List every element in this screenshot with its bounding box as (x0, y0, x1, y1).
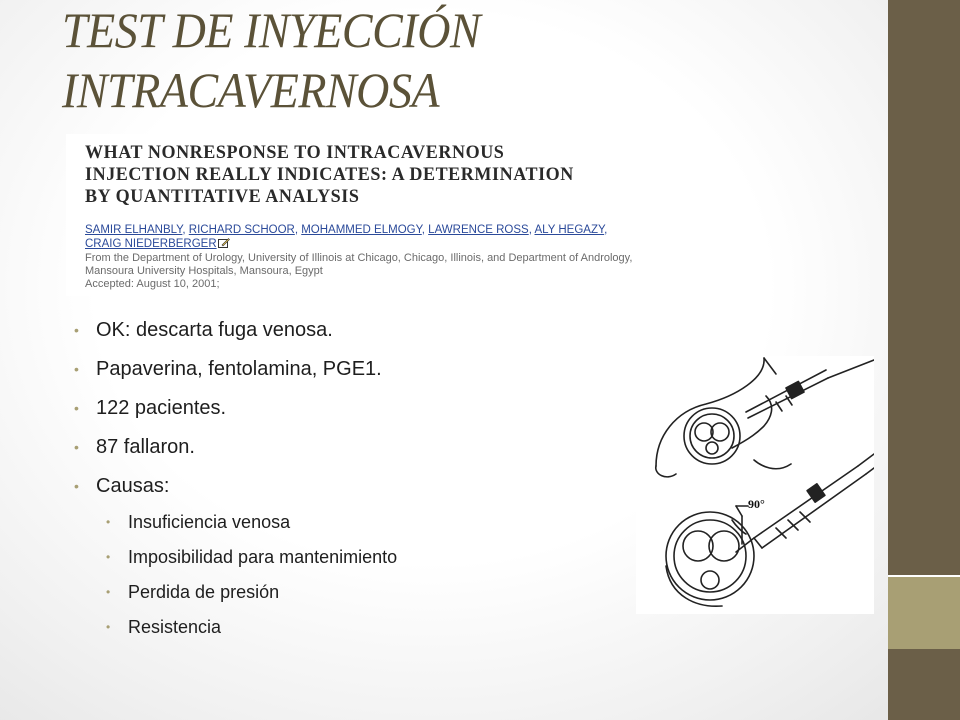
article-affiliation (85, 252, 725, 291)
article-title-line: BY QUANTITATIVE ANALYSIS (85, 186, 360, 207)
slide-title-line: TEST DE INYECCIÓN (62, 2, 481, 58)
bullet-dot-icon: • (74, 322, 79, 338)
bullet-item (74, 396, 382, 420)
article-title-line: WHAT NONRESPONSE TO INTRACAVERNOUS (85, 142, 505, 163)
bullet-text: Papaverina, fentolamina, PGE1. (96, 358, 382, 380)
sub-bullet-item (106, 580, 397, 604)
article-title-line: INJECTION REALLY INDICATES: A DETERMINATION (85, 164, 574, 185)
angle-label: 90° (748, 497, 765, 511)
bullet-dot-icon: • (106, 550, 111, 564)
author-link[interactable]: MOHAMMED ELMOGY (301, 224, 422, 236)
author-link[interactable]: SAMIR ELHANBLY (85, 224, 183, 236)
affiliation-line: Mansoura University Hospitals, Mansoura, Egypt (85, 265, 323, 277)
bullet-dot-icon: • (74, 478, 79, 494)
bullet-item (74, 435, 382, 459)
author-link[interactable]: ALY HEGAZY (534, 224, 605, 236)
sidebar-bottom-block (888, 649, 960, 720)
sub-bullet-text: Insuficiencia venosa (128, 512, 291, 532)
article-clipping (66, 134, 706, 296)
injection-drawing-icon (636, 356, 874, 614)
bullet-dot-icon: • (106, 585, 111, 599)
bullet-list (74, 318, 382, 513)
sub-bullet-list (106, 510, 397, 650)
sub-bullet-item (106, 510, 397, 534)
bullet-dot-icon: • (106, 515, 111, 529)
sub-bullet-item (106, 615, 397, 639)
bullet-text: OK: descarta fuga venosa. (96, 319, 333, 341)
bullet-dot-icon: • (74, 400, 79, 416)
author-link[interactable]: CRAIG NIEDERBERGER (85, 238, 217, 250)
bullet-item (74, 357, 382, 381)
bullet-item (74, 318, 382, 342)
sub-bullet-text: Perdida de presión (128, 582, 280, 602)
sidebar-accent-block (888, 577, 960, 649)
sub-bullet-item (106, 545, 397, 569)
affiliation-line: Accepted: August 10, 2001; (85, 278, 220, 290)
injection-illustration (636, 356, 874, 614)
sub-bullet-text: Resistencia (128, 617, 222, 637)
article-authors: SAMIR ELHANBLY, RICHARD SCHOOR, MOHAMMED ELMOGY, LAWRENCE ROSS, ALY HEGAZY, CRAIG NIEDERBERGER (85, 224, 608, 250)
bullet-dot-icon: • (106, 620, 111, 634)
sub-bullet-text: Imposibilidad para mantenimiento (128, 547, 398, 567)
slide-title (62, 0, 780, 120)
affiliation-line: From the Department of Urology, University of Illinois at Chicago, Chicago, Illinois, and Department of Andrology, (85, 252, 633, 264)
author-link[interactable]: LAWRENCE ROSS (428, 224, 529, 236)
bullet-text: 122 pacientes. (96, 397, 227, 419)
bullet-text: Causas: (96, 475, 170, 497)
bullet-dot-icon: • (74, 439, 79, 455)
bullet-item (74, 474, 382, 498)
bullet-text: 87 fallaron. (96, 436, 195, 458)
bullet-dot-icon: • (74, 361, 79, 377)
article-title (85, 142, 684, 208)
slide-title-line: INTRACAVERNOSA (62, 62, 440, 118)
author-link[interactable]: RICHARD SCHOOR (188, 224, 295, 236)
edit-note-icon[interactable] (218, 238, 230, 248)
